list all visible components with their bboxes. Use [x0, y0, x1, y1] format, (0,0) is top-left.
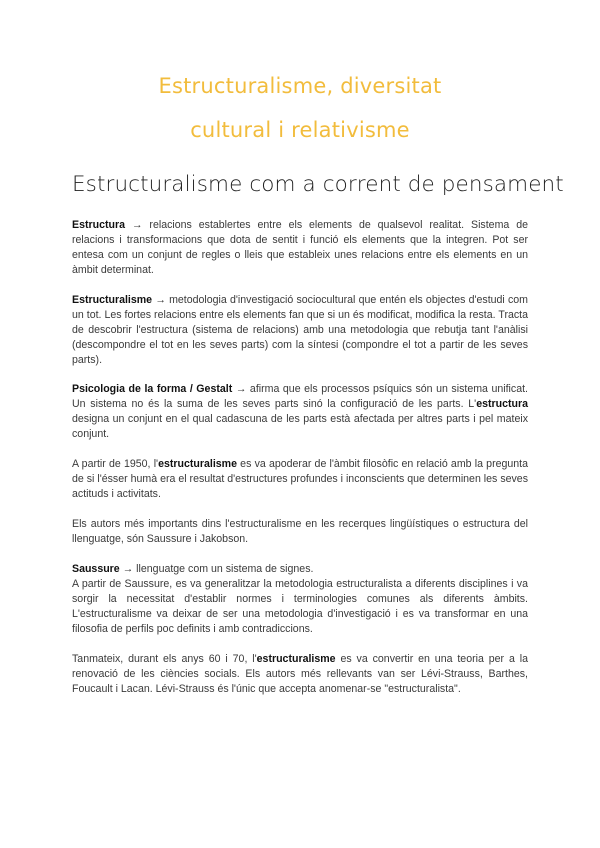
paragraph-text: A partir de Saussure, es va generalitzar la metodologia estructuralista a diferents disciplines i va sorgir la necessitat d'establir normes i terminologies comunes als diferents àmbits. L'estructuralisme va deixar de ser una metodologia d'investigació i es va transformar en una filosofia de perfils poc definits i amb contradiccions.: [72, 577, 528, 635]
paragraph-1950: [72, 457, 528, 502]
term-estructuralisme: Estructuralisme: [72, 294, 153, 306]
paragraph-text: A partir de 1950, l': [72, 458, 159, 470]
paragraph-text: → afirma que els processos psíquics són un sistema unificat. Un sistema no és la suma de les seves parts sinó la configuració de les parts. L': [72, 383, 528, 410]
paragraph-text: es va apoderar de l'àmbit filosòfic en relació amb la pregunta de si l'ésser humà era el resultat d'estructures profundes i inconscients que determinen les seves actituds i activitats.: [72, 458, 528, 500]
paragraph-autors: [72, 517, 528, 547]
paragraph-text: → metodologia d'investigació sociocultural que entén els objectes d'estudi com un tot. Les fortes relacions entre els elements fan que si un és modificat, modifica la resta. Tracta de descobrir l'estructura (sistema de relacions) amb una metodologia que rebutja tant l'anàlisi (descompondre el tot en les seves parts) com la síntesi (compondre el tot a partir de les seves parts).: [72, 294, 528, 366]
paragraph-tanmateix: [72, 652, 528, 697]
paragraph-estructuralisme: [72, 293, 528, 368]
paragraph-text: → relacions establertes entre els elements de qualsevol realitat. Sistema de relacions i transformacions que dota de sentit i funció els elements que la integren. Pot ser entesa com un conjunt de regles o lleis que estableix unes relacions entre els elements en un àmbit determinat.: [72, 219, 528, 276]
term-gestalt: Psicologia de la forma / Gestalt: [72, 383, 233, 395]
term-saussure: Saussure: [72, 563, 120, 575]
paragraph-estructura: [72, 218, 528, 278]
paragraph-text: es va convertir en una teoria per a la renovació de les ciències socials. Els autors més rellevants van ser Lévi-Strauss, Barthes, Foucault i Lacan. Lévi-Strauss és l'únic que accepta anomenar-se "estructuralista".: [72, 653, 528, 695]
term-estructuralisme-inline: estructuralisme: [256, 653, 336, 665]
term-estructura: Estructura: [72, 219, 125, 231]
section-heading: Estructuralisme com a corrent de pensament: [72, 172, 564, 197]
paragraph-text: → llenguatge com un sistema de signes.: [119, 563, 314, 575]
term-estructura-inline: estructura: [476, 397, 528, 410]
paragraph-text: Tanmateix, durant els anys 60 i 70, l': [72, 653, 257, 665]
paragraph-text: designa un conjunt en el qual cadascuna de les parts està afectada per altres parts i pel mateix conjunt.: [72, 412, 528, 440]
document-title-line-1: Estructuralisme, diversitat: [158, 74, 442, 98]
paragraph-gestalt: [72, 382, 528, 442]
paragraph-saussure: [72, 562, 528, 637]
saussure-definition-line: [72, 562, 528, 577]
term-estructuralisme-inline: estructuralisme: [158, 458, 237, 470]
document-title-line-2: cultural i relativisme: [190, 118, 410, 142]
paragraph-text: Els autors més importants dins l'estructuralisme en les recerques lingüístiques o estructura del llenguatge, són Saussure i Jakobson.: [72, 518, 528, 545]
